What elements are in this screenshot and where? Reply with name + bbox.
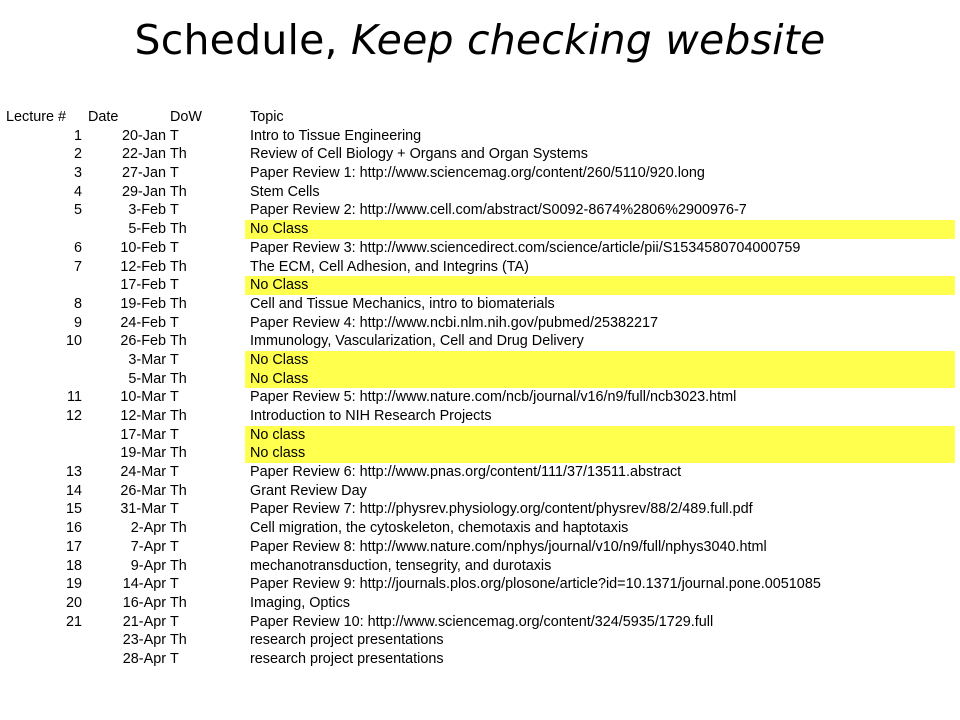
lecture-dow: T: [170, 127, 179, 144]
lecture-date: 7-Apr: [130, 538, 166, 555]
lecture-dow: Th: [170, 408, 187, 424]
slide-title-main: Schedule,: [134, 16, 352, 64]
lecture-topic: Paper Review 4: http://www.ncbi.nlm.nih.gov/pubmed/25382217: [250, 314, 658, 331]
lecture-dow: T: [170, 314, 179, 331]
table-row: [0, 407, 960, 426]
lecture-dow: T: [170, 202, 179, 219]
lecture-dow: Th: [170, 295, 187, 312]
lecture-dow: T: [170, 239, 179, 256]
lecture-topic: No class: [250, 426, 306, 443]
table-row: [0, 463, 960, 482]
lecture-date: 17-Mar: [120, 426, 166, 443]
table-row: [0, 351, 960, 370]
lecture-number: 14: [65, 482, 82, 499]
lecture-number: 12: [65, 408, 82, 424]
lecture-date: 12-Mar: [120, 408, 166, 424]
table-row: [0, 575, 960, 594]
lecture-dow: Th: [170, 445, 187, 462]
lecture-topic: Paper Review 7: http://physrev.physiology.org/content/physrev/88/2/489.full.pdf: [250, 501, 753, 518]
lecture-topic: Cell migration, the cytoskeleton, chemotaxis and haptotaxis: [250, 520, 629, 537]
lecture-topic: No Class: [250, 221, 309, 238]
lecture-topic: Stem Cells: [250, 183, 320, 200]
lecture-date: 3-Feb: [128, 202, 166, 219]
lecture-number: 5: [73, 202, 82, 219]
table-row: [0, 631, 960, 650]
lecture-date: 17-Feb: [120, 277, 166, 294]
lecture-date: 24-Feb: [120, 314, 166, 331]
lecture-date: 26-Mar: [120, 482, 166, 499]
lecture-date: 14-Apr: [122, 576, 166, 593]
table-row: [0, 613, 960, 632]
table-row: [0, 500, 960, 519]
lecture-number: 9: [73, 314, 82, 331]
lecture-dow: T: [170, 426, 179, 443]
table-row: [0, 314, 960, 333]
lecture-number: 2: [73, 146, 82, 163]
table-row: [0, 388, 960, 407]
lecture-topic: Paper Review 6: http://www.pnas.org/content/111/37/13511.abstract: [250, 464, 682, 481]
lecture-topic: Imaging, Optics: [250, 594, 350, 611]
lecture-topic: research project presentations: [250, 632, 444, 649]
lecture-number: 15: [65, 501, 82, 518]
lecture-number: 7: [73, 258, 82, 275]
table-row: [0, 295, 960, 314]
lecture-number: 8: [73, 295, 82, 312]
lecture-topic: No Class: [250, 277, 309, 294]
lecture-topic: No Class: [250, 370, 309, 387]
lecture-number: 18: [65, 557, 82, 574]
header-lecture: Lecture #: [6, 109, 67, 125]
table-row: [0, 370, 960, 389]
lecture-dow: T: [170, 165, 179, 182]
lecture-dow: T: [170, 576, 179, 593]
table-row: [0, 650, 960, 669]
lecture-topic: Paper Review 8: http://www.nature.com/nphys/journal/v10/n9/full/nphys3040.html: [250, 538, 767, 555]
lecture-topic: Paper Review 9: http://journals.plos.org/plosone/article?id=10.1371/journal.pone.0051085: [250, 576, 821, 593]
lecture-topic: Paper Review 5: http://www.nature.com/ncb/journal/v16/n9/full/ncb3023.html: [250, 389, 737, 406]
lecture-dow: Th: [170, 183, 187, 200]
lecture-date: 10-Mar: [120, 389, 166, 406]
lecture-number: 21: [65, 613, 82, 630]
lecture-dow: Th: [170, 370, 187, 387]
lecture-date: 20-Jan: [121, 127, 166, 144]
table-row: [0, 594, 960, 613]
lecture-dow: T: [170, 277, 179, 294]
table-row: [0, 444, 960, 463]
slide-title: [0, 14, 960, 66]
lecture-topic: mechanotransduction, tensegrity, and durotaxis: [250, 557, 552, 574]
lecture-date: 21-Apr: [122, 613, 166, 630]
table-row: [0, 426, 960, 445]
lecture-dow: T: [170, 538, 179, 555]
lecture-date: 19-Feb: [120, 295, 166, 312]
table-row: [0, 332, 960, 351]
lecture-topic: Paper Review 1: http://www.sciencemag.org/content/260/5110/920.long: [250, 165, 705, 182]
lecture-topic: The ECM, Cell Adhesion, and Integrins (TA): [250, 258, 529, 275]
lecture-dow: Th: [170, 482, 187, 499]
lecture-number: 16: [65, 520, 82, 537]
lecture-date: 29-Jan: [121, 183, 166, 200]
table-row: [0, 145, 960, 164]
lecture-topic: Grant Review Day: [250, 482, 367, 499]
lecture-number: 3: [73, 165, 82, 182]
lecture-date: 5-Feb: [128, 221, 166, 238]
table-row: [0, 164, 960, 183]
lecture-dow: T: [170, 613, 179, 630]
table-row: [0, 201, 960, 220]
lecture-dow: Th: [170, 258, 187, 275]
lecture-dow: Th: [170, 557, 187, 574]
lecture-number: 6: [73, 239, 82, 256]
lecture-number: 17: [65, 538, 82, 555]
lecture-number: 4: [73, 183, 82, 200]
lecture-dow: Th: [170, 333, 187, 350]
lecture-topic: Introduction to NIH Research Projects: [250, 408, 492, 424]
lecture-topic: Paper Review 2: http://www.cell.com/abstract/S0092-8674%2806%2900976-7: [250, 202, 747, 219]
lecture-date: 3-Mar: [128, 351, 166, 368]
lecture-number: 20: [65, 594, 82, 611]
lecture-topic: Paper Review 3: http://www.sciencedirect.com/science/article/pii/S1534580704000759: [250, 239, 801, 256]
table-row: [0, 538, 960, 557]
lecture-dow: T: [170, 501, 179, 518]
lecture-number: 1: [73, 127, 82, 144]
table-row: [0, 127, 960, 146]
lecture-topic: Cell and Tissue Mechanics, intro to biomaterials: [250, 295, 555, 312]
lecture-dow: Th: [170, 520, 187, 537]
lecture-topic: Paper Review 10: http://www.sciencemag.org/content/324/5935/1729.full: [250, 613, 714, 630]
lecture-number: 11: [67, 389, 82, 406]
header-topic: Topic: [250, 109, 284, 125]
table-row: [0, 557, 960, 576]
lecture-date: 16-Apr: [122, 594, 166, 611]
lecture-date: 19-Mar: [120, 445, 166, 462]
lecture-topic: No class: [250, 445, 306, 462]
table-row: [0, 258, 960, 277]
lecture-date: 22-Jan: [121, 146, 166, 163]
lecture-dow: Th: [170, 594, 187, 611]
lecture-dow: T: [170, 389, 179, 406]
table-row: [0, 482, 960, 501]
lecture-dow: Th: [170, 632, 187, 649]
schedule-table: [0, 108, 960, 669]
lecture-date: 28-Apr: [122, 650, 166, 667]
lecture-date: 2-Apr: [130, 520, 166, 537]
table-row: [0, 239, 960, 258]
table-row: [0, 220, 960, 239]
lecture-date: 24-Mar: [120, 464, 166, 481]
lecture-topic: Immunology, Vascularization, Cell and Drug Delivery: [250, 333, 584, 350]
lecture-topic: Review of Cell Biology + Organs and Organ Systems: [250, 146, 588, 163]
table-row: [0, 519, 960, 538]
header-dow: DoW: [170, 109, 202, 125]
lecture-dow: Th: [170, 146, 187, 163]
lecture-topic: Intro to Tissue Engineering: [250, 127, 422, 144]
lecture-date: 9-Apr: [130, 557, 166, 574]
header-date: Date: [88, 109, 119, 125]
table-header-row: [0, 108, 960, 127]
lecture-topic: research project presentations: [250, 650, 444, 667]
lecture-dow: T: [170, 464, 179, 481]
lecture-dow: Th: [170, 221, 187, 238]
lecture-date: 5-Mar: [128, 370, 166, 387]
lecture-number: 10: [65, 333, 82, 350]
lecture-date: 31-Mar: [120, 501, 166, 518]
slide-title-emphasis: Keep checking website: [351, 16, 826, 64]
lecture-topic: No Class: [250, 351, 309, 368]
lecture-date: 23-Apr: [122, 632, 166, 649]
lecture-date: 26-Feb: [120, 333, 166, 350]
lecture-number: 13: [65, 464, 82, 481]
lecture-dow: T: [170, 650, 179, 667]
table-row: [0, 276, 960, 295]
lecture-date: 27-Jan: [121, 165, 166, 182]
lecture-date: 12-Feb: [120, 258, 166, 275]
lecture-number: 19: [65, 576, 82, 593]
lecture-date: 10-Feb: [120, 239, 166, 256]
table-row: [0, 183, 960, 202]
lecture-dow: T: [170, 351, 179, 368]
